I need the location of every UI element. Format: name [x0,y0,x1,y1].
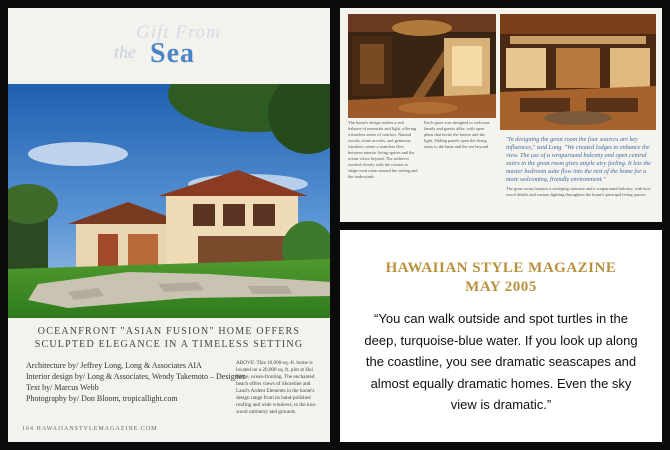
caption-line-1: OCEANFRONT "ASIAN FUSION" HOME OFFERS [37,326,301,337]
pull-quote: "In designing the great room the four sources are key influences," said Long. "We created lodges to enhance the view. The use of a wraparound balcony and open central stairs in the great room gives ample airy feeling. It lets the master bedroom suite flow into the rest of the home for a more welcoming, friendly environment." [506,136,651,182]
credit-interior: Interior design by/ Long & Associates, Wendy Takemoto – Designer [26,372,245,381]
credit-photography: Photography by/ Don Bloom, tropicallight.com [26,394,178,403]
magazine-name: HAWAIIAN STYLE MAGAZINE [385,260,617,276]
quote-card [340,230,662,442]
credit-text: Text by/ Marcus Webb [26,383,99,392]
interior-photo-stairs [348,14,496,118]
article-title [8,8,330,84]
magazine-spread-right [340,8,662,222]
title-sea: Sea [150,38,195,69]
title-gift: Gift From [136,22,221,43]
title-the: the [114,42,136,62]
page-folio: 104 HAWAIIANSTYLEMAGAZINE.COM [22,426,158,432]
article-column-2: Each space was designed to welcome family and guests alike, with open plans that invite the breeze and the light. Sliding panels open the living areas to the lanai and the sea beyond. [424,120,490,149]
testimonial-quote: “You can walk outside and spot turtles in the deep, turquoise-blue water. If you look up along the coastline, you see dramatic seascapes and almost equally dramatic homes. Even the sky view is dramatic.” [364,311,638,412]
caption-line-2: SCULPTED ELEGANCE IN A TIMELESS SETTING [34,339,304,350]
credit-architecture: Architecture by/ Jeffrey Long, Long & Associates AIA [26,361,202,370]
interior-photo-great-room [500,14,656,130]
issue-date: MAY 2005 [465,279,537,295]
article-column-3: The great room features a sweeping staircase and a wraparound balcony, with koa-wood details and custom lighting throughout the home's principal living spaces. [506,186,652,197]
magazine-page-left [8,8,330,442]
house-photo [8,84,330,318]
credits [26,360,245,404]
article-column-1: The home's design strikes a rich balance of materials and light, offering a timeless sense of comfort. Natural woods, stone accents, and generous windows create a seamless flow between interior living spaces and the ocean views beyond. The architect worked closely with the owners to shape each room around the setting and the tradewinds. [348,120,418,179]
photo-side-caption: ABOVE: This 10,000-sq.-ft. home is located on a 20,000 sq. ft. plot at Hui Ridge, ocean-fronting. The enchanted beach offers views of Shoreline and Land's Ardent Elements in the home's design range from its hand-polished roofing and wide windows, to the koa-wood cabinetry and grounds. [236,360,317,415]
